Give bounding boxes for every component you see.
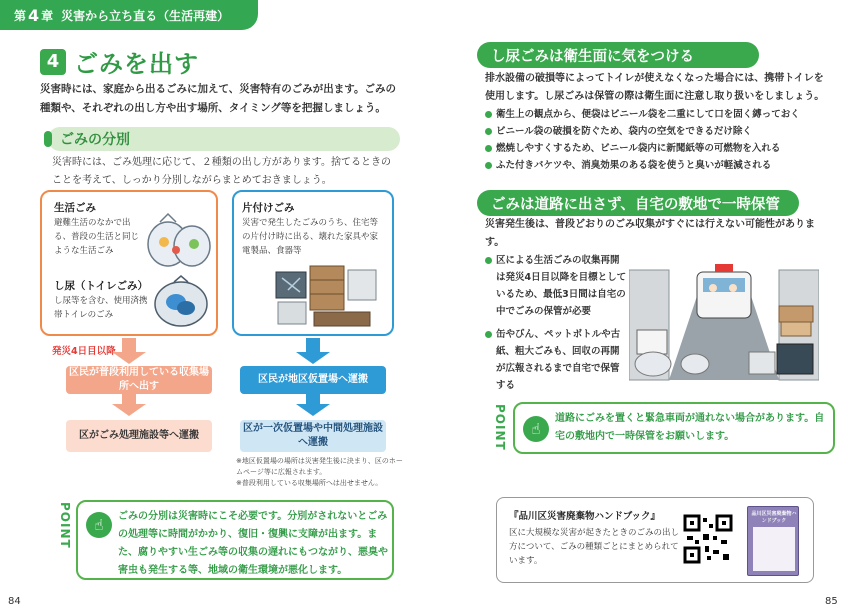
storage-bullet: 区による生活ごみの収集再開は発災4日目以降を目標としているため、最低3日間は自宅の中でごみの保管が必要 bbox=[485, 252, 627, 320]
sorting-heading bbox=[48, 127, 400, 151]
hygiene-bullet: ビニール袋の破損を防ぐため、袋内の空気をできるだけ除く bbox=[485, 123, 825, 140]
storage-bullets bbox=[485, 252, 627, 394]
hygiene-bullet: 燃焼しやすくするため、ビニール袋内に新聞紙等の可燃物を入れる bbox=[485, 140, 825, 157]
chapter-title: 災害から立ち直る（生活再建） bbox=[61, 8, 230, 23]
sorting-body: 災害時には、ごみ処理に応じて、２種類の出し方があります。捨てるときのことを考えて、しっかり分別しながらまとめておきましょう。 bbox=[52, 157, 391, 186]
cleanup-waste-box bbox=[232, 190, 394, 336]
point-tag-right: POINT bbox=[493, 404, 507, 451]
urine-desc: し尿等を含む、使用済携帯トイレのごみ bbox=[54, 296, 148, 320]
cleanup-title: 片付けごみ bbox=[242, 202, 295, 214]
flow-arrow-stem-left-2 bbox=[122, 394, 136, 404]
flow-arrow-stem-left-1 bbox=[122, 338, 136, 352]
handbook-cover-panel bbox=[753, 527, 795, 571]
storage-bullet: 缶やびん、ペットボトルや古紙、粗大ごみも、回収の再開が広報されるまで自宅で保管する bbox=[485, 326, 627, 394]
hygiene-bullets bbox=[485, 106, 825, 174]
broken-furniture-illustration bbox=[270, 258, 382, 330]
section-label: ごみを出す bbox=[74, 50, 199, 78]
qr-code-icon[interactable] bbox=[683, 514, 733, 564]
handbook-cover-title: 品川区災害廃棄物ハンドブック bbox=[751, 511, 797, 524]
hand-point-icon: ☝ bbox=[86, 512, 112, 538]
hygiene-bullet: 衛生上の観点から、便袋はビニール袋を二重にして口を固く縛っておく bbox=[485, 106, 825, 123]
chapter-tab bbox=[0, 0, 258, 30]
section-intro: 災害時には、家庭から出るごみに加えて、災害特有のごみが出ます。ごみの種類や、それぞれの出し方や出す場所、タイミング等を把握しましょう。 bbox=[40, 83, 396, 114]
household-desc: 避難生活のなかで出る、普段の生活と同じような生活ごみ bbox=[54, 218, 140, 256]
chapter-suffix: 章 bbox=[41, 8, 54, 23]
cleanup-desc: 災害で発生したごみのうち、住宅等の片付け時に出る、壊れた家具や家電製品、食器等 bbox=[242, 218, 379, 256]
handbook-desc: 区に大規模な災害が起きたときのごみの出し方について、ごみの種類ごとにまとめられています。 bbox=[509, 528, 680, 566]
page-number-left: 84 bbox=[8, 596, 21, 607]
point-box-left bbox=[76, 500, 394, 580]
chapter-prefix: 第 bbox=[14, 8, 27, 23]
flow-left-step-1: 区民が普段利用している収集場所へ出す bbox=[66, 366, 212, 394]
toilet-waste-bag-illustration bbox=[152, 272, 210, 328]
handbook-cover-image bbox=[747, 506, 799, 576]
section-number: 4 bbox=[40, 49, 66, 75]
garbage-bags-illustration bbox=[146, 208, 212, 270]
flow-arrow-right-1 bbox=[296, 352, 330, 364]
flow-right-step-2: 区が一次仮置場や中間処理施設へ運搬 bbox=[240, 420, 386, 452]
hygiene-heading: し尿ごみは衛生面に気をつける bbox=[477, 42, 759, 68]
right-page bbox=[433, 0, 866, 616]
handbook-box bbox=[496, 497, 814, 583]
section-title bbox=[40, 44, 199, 79]
point-right-text: 道路にごみを置くと緊急車両が通れない場合があります。自宅の敷地内で一時保管をお願いします。 bbox=[555, 413, 825, 442]
hygiene-body: 排水設備の破損等によってトイレが使えなくなった場合には、携帯トイレを使用します。し尿ごみは保管の際は衛生面に注意し取り扱いをしましょう。 bbox=[485, 73, 825, 102]
note-1: ※地区仮置場の場所は災害発生後に決まり、区のホームページ等に広報されます。 bbox=[236, 457, 403, 476]
household-waste-box bbox=[40, 190, 218, 336]
chapter-number: 4 bbox=[28, 5, 40, 25]
storage-body: 災害発生後は、普段どおりのごみ収集がすぐには行えない可能性があります。 bbox=[485, 219, 815, 248]
hygiene-bullet: ふた付きバケツや、消臭効果のある袋を使うと臭いが軽減される bbox=[485, 157, 825, 174]
hand-point-icon: ☝ bbox=[523, 416, 549, 442]
flow-arrow-left-1 bbox=[112, 352, 146, 364]
household-title: 生活ごみ bbox=[54, 202, 96, 214]
flow-right-step-1: 区民が地区仮置場へ運搬 bbox=[240, 366, 386, 394]
note-2: ※普段利用している収集場所へは出せません。 bbox=[236, 479, 383, 487]
timing-label: 発災4日目以降 bbox=[52, 346, 116, 357]
urine-title: し尿（トイレごみ） bbox=[54, 280, 148, 292]
flow-arrow-stem-right-2 bbox=[306, 394, 320, 404]
flow-left-step-2: 区がごみ処理施設等へ運搬 bbox=[66, 420, 212, 452]
point-box-right bbox=[513, 402, 835, 454]
flow-arrow-left-2 bbox=[112, 404, 146, 416]
page-number-right: 85 bbox=[825, 596, 838, 607]
flow-arrow-stem-right-1 bbox=[306, 338, 320, 352]
point-left-text: ごみの分別は災害時にこそ必要です。分別がされないとごみの処理等に時間がかかり、復旧・復興に支障が出ます。また、腐りやすい生ごみ等の収集の遅れにもつながり、悪臭や害虫も発生する等、地域の衛生環境が悪化します。 bbox=[118, 511, 388, 576]
blocked-street-illustration bbox=[629, 260, 819, 390]
point-tag-left: POINT bbox=[58, 502, 72, 549]
sorting-heading-text: ごみの分別 bbox=[60, 132, 130, 148]
flow-arrow-right-2 bbox=[296, 404, 330, 416]
storage-heading: ごみは道路に出さず、自宅の敷地で一時保管 bbox=[477, 190, 799, 216]
handbook-title: 『品川区災害廃棄物ハンドブック』 bbox=[509, 511, 661, 522]
